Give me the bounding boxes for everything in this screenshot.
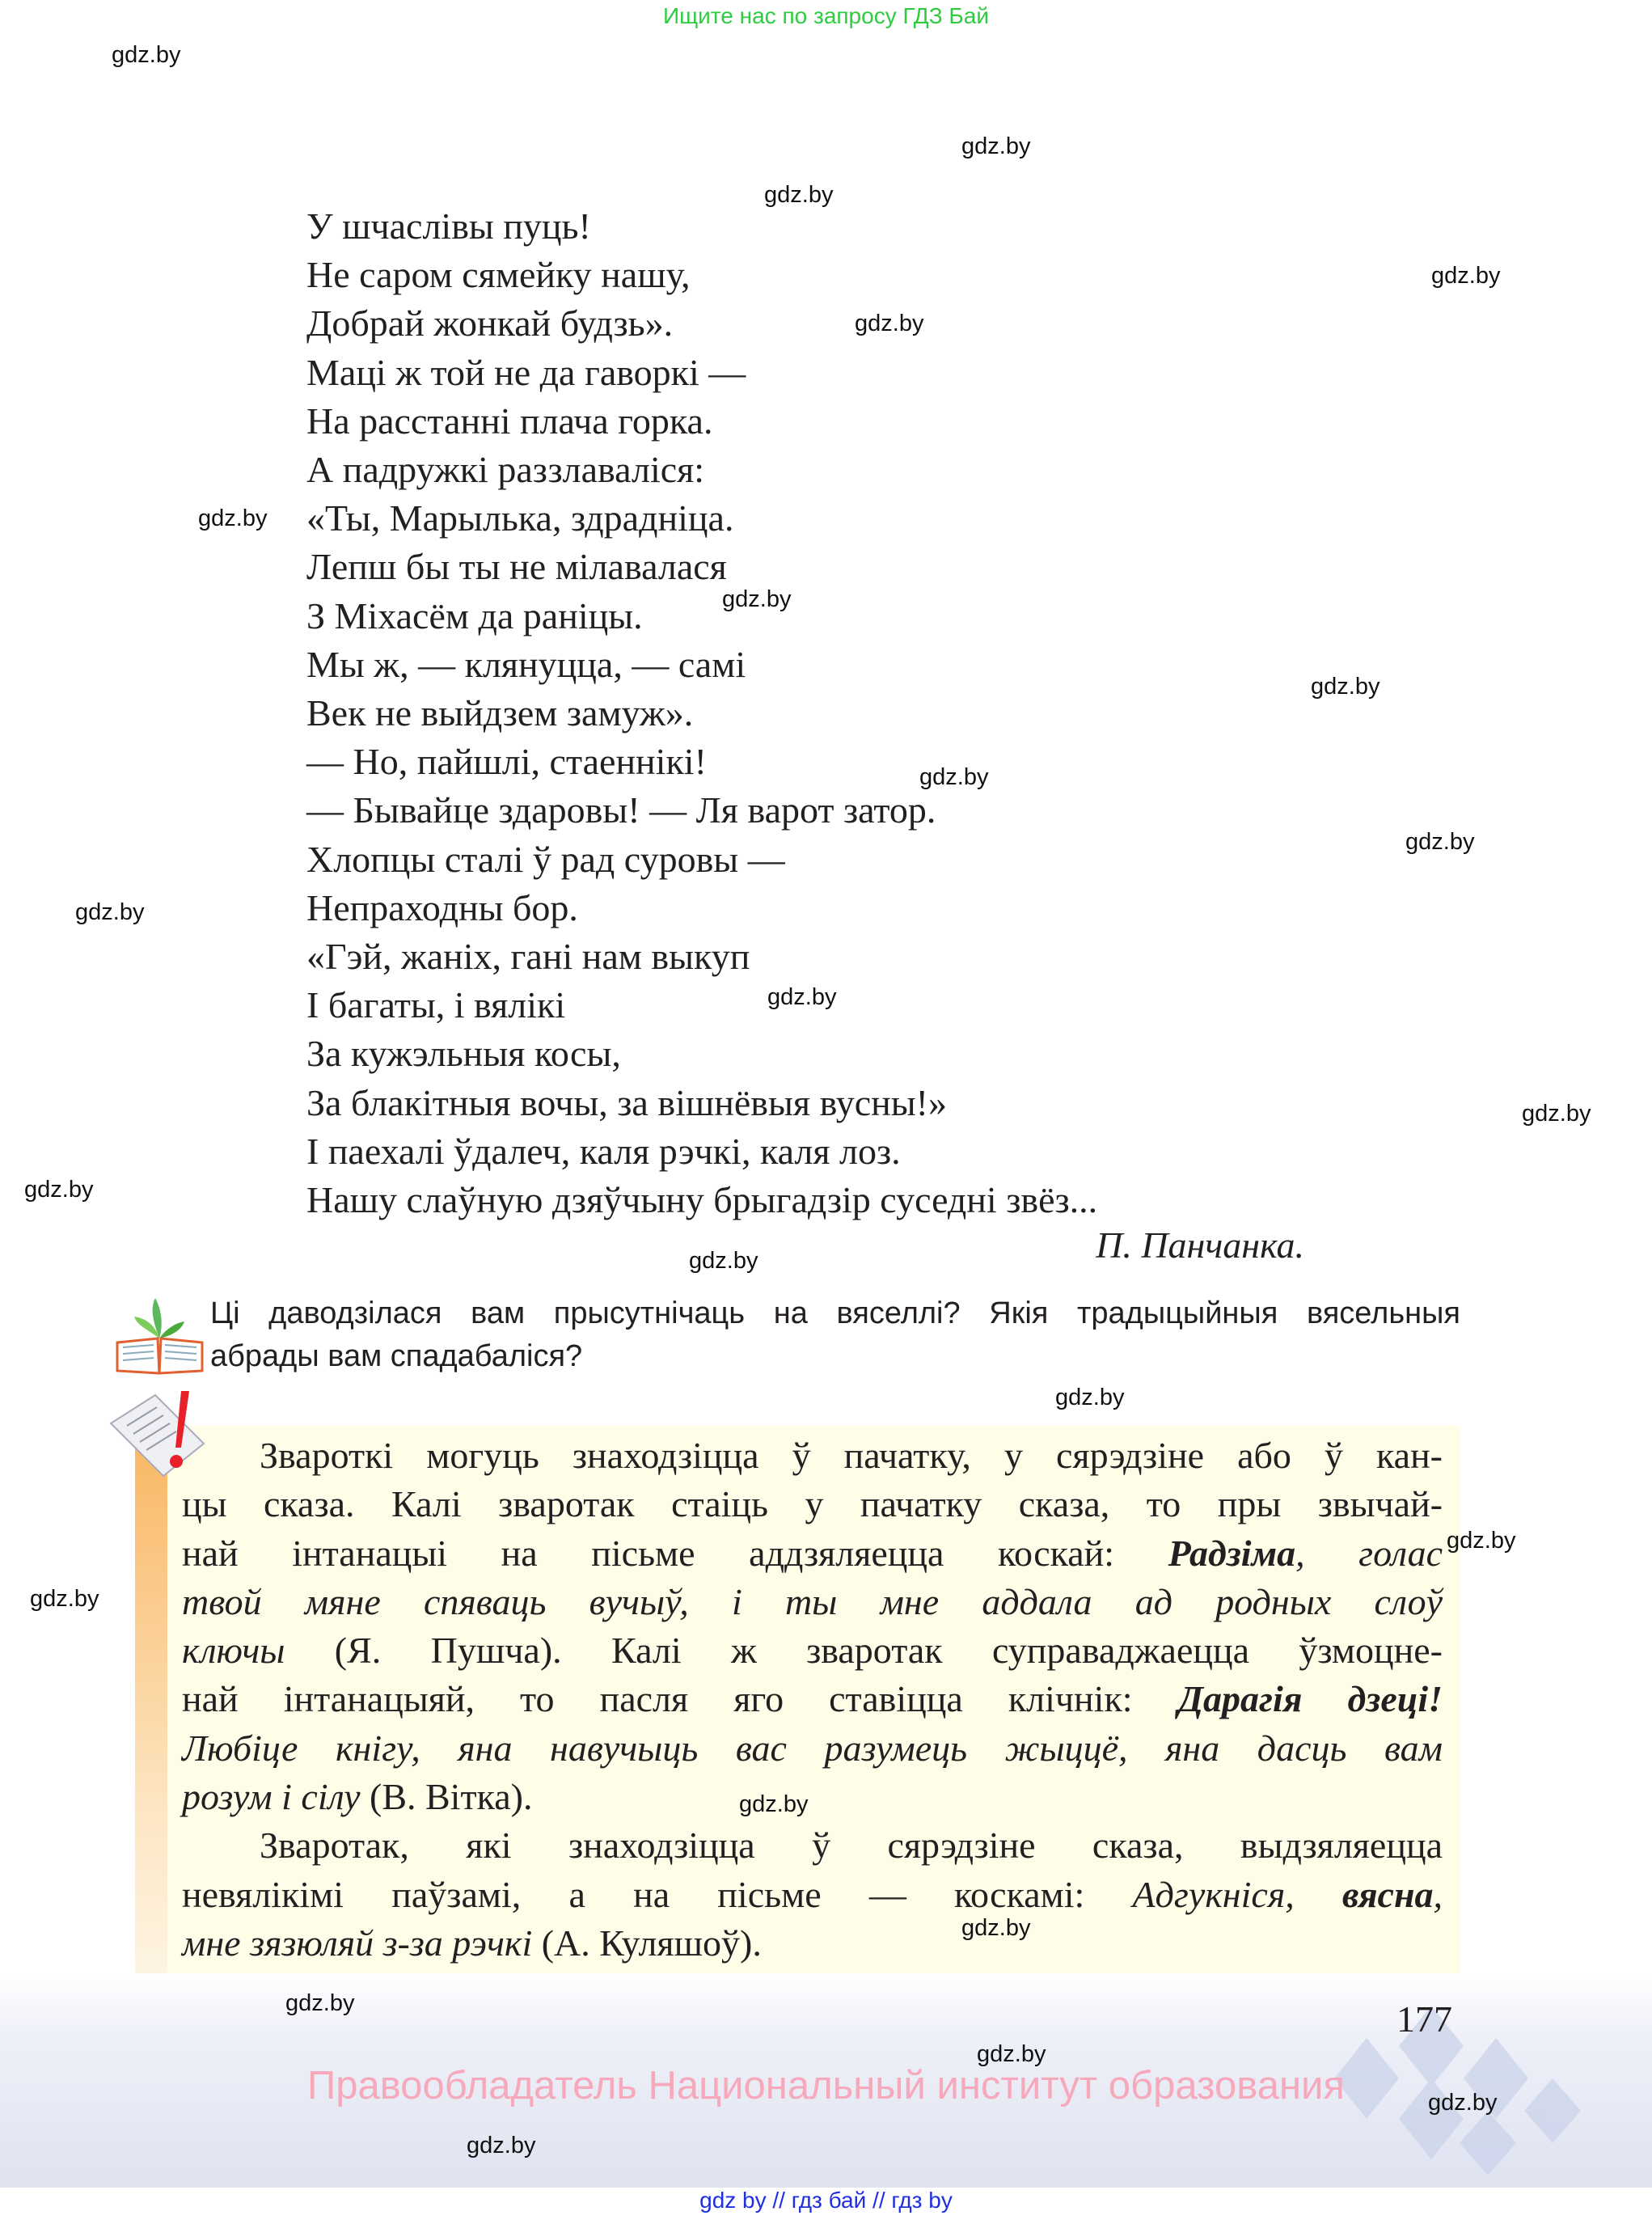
poem-line: — Но, пайшлі, стаеннікі!: [306, 741, 707, 783]
poem-line: І паехалі ўдалеч, каля рэчкі, каля лоз.: [306, 1130, 901, 1172]
watermark: gdz.by: [30, 1586, 99, 1612]
example-text-segment: Дарагія дзеці!: [1177, 1678, 1443, 1720]
rule-text-segment: невялікімі паўзамі, а на пісьме — коскамі:: [182, 1873, 1133, 1915]
rule-line: [182, 1821, 1443, 1870]
watermark: gdz.by: [112, 42, 181, 68]
watermark: gdz.by: [961, 1915, 1031, 1941]
rule-line: [182, 1919, 1443, 1968]
poem-line: Нашу слаўную дзяўчыну брыгадзір суседні звёз...: [306, 1179, 1098, 1221]
watermark: gdz.by: [919, 764, 989, 790]
watermark: gdz.by: [1405, 829, 1475, 855]
watermark: gdz.by: [689, 1248, 758, 1274]
watermark: gdz.by: [24, 1177, 94, 1203]
poem-line: З Міхасём да раніцы.: [306, 594, 643, 636]
book-sprout-icon: [113, 1294, 206, 1379]
rule-accent-bar: [135, 1448, 167, 1974]
watermark: gdz.by: [467, 2133, 536, 2158]
poem: [306, 202, 1097, 1224]
question-line: Ці даводзілася вам прысутнічаць на вяселлі? Якія традыцыйныя вясельныя: [210, 1296, 1460, 1330]
rule-line: [182, 1480, 1443, 1528]
example-text-segment: , голас: [1295, 1532, 1443, 1574]
rule-line: [182, 1431, 1443, 1480]
poem-line: І багаты, і вялікі: [306, 984, 566, 1026]
footer-links[interactable]: gdz by // гдз бай // гдз by: [699, 2188, 953, 2213]
watermark: gdz.by: [855, 311, 924, 336]
rule-text-segment: цы сказа. Калі зваротак стаіць у пачатку сказа, то пры звычай-: [182, 1483, 1443, 1525]
poem-author: П. Панчанка.: [1096, 1224, 1304, 1266]
watermark: gdz.by: [285, 1990, 355, 2016]
poem-line: «Ты, Марылька, здрадніца.: [306, 497, 734, 539]
watermark: gdz.by: [1431, 263, 1501, 289]
poem-line: Маці ж той не да гаворкі —: [306, 351, 746, 393]
poem-line: За блакітныя вочы, за вішнёвыя вусны!»: [306, 1081, 947, 1123]
poem-line: — Бывайце здаровы! — Ля варот затор.: [306, 789, 936, 831]
watermark: gdz.by: [739, 1791, 809, 1817]
watermark: gdz.by: [1055, 1385, 1125, 1410]
poem-line: А падружкі раззлаваліся:: [306, 449, 705, 491]
rule-line: [182, 1724, 1443, 1773]
poem-line: У шчаслівы пуць!: [306, 205, 591, 247]
rule-line: [182, 1626, 1443, 1675]
rule-text-segment: (В. Вітка).: [360, 1776, 533, 1818]
poem-line: Хлопцы сталі ў рад суровы —: [306, 838, 785, 880]
poem-line: Добрай жонкай будзь».: [306, 302, 674, 345]
rule-text-segment: най інтанацыі на пісьме аддзяляецца коскай:: [182, 1532, 1168, 1574]
rule-line: [182, 1675, 1443, 1723]
rule-text-segment: най інтанацыяй, то пасля яго ставіцца клічнік:: [182, 1678, 1178, 1720]
rule-text: [182, 1431, 1443, 1968]
example-text-segment: мне зязюляй з-за рэчкі: [182, 1922, 533, 1964]
watermark: gdz.by: [1428, 2090, 1498, 2116]
rule-line: [182, 1578, 1443, 1626]
watermark: gdz.by: [767, 984, 837, 1010]
poem-line: На расстанні плача горка.: [306, 400, 713, 442]
rule-line: [182, 1529, 1443, 1578]
rule-text-segment: Звароткі могуць знаходзіцца ў пачатку, у сярэдзіне або ў кан-: [260, 1435, 1443, 1476]
poem-line: Непраходны бор.: [306, 886, 578, 928]
rights-holder-notice: Правообладатель Национальный институт образования: [307, 2064, 1345, 2108]
example-text-segment: вясна: [1341, 1873, 1434, 1915]
example-text-segment: розум і сілу: [182, 1776, 361, 1818]
poem-line: Лепш бы ты не мілавалася: [306, 546, 727, 588]
watermark: gdz.by: [1447, 1528, 1516, 1554]
rule-text-segment: Зваротак, які знаходзіцца ў сярэдзіне сказа, выдзяляецца: [260, 1824, 1443, 1867]
poem-line: За кужэльныя косы,: [306, 1033, 621, 1075]
watermark: gdz.by: [961, 133, 1031, 159]
example-text-segment: Любіце кнігу, яна навучыць вас разумець жыццё, яна дасць вам: [182, 1727, 1443, 1769]
discussion-question: [210, 1292, 1460, 1378]
poem-line: «Гэй, жаніх, гані нам выкуп: [306, 936, 750, 978]
rule-line: [182, 1773, 1443, 1821]
example-text-segment: Радзіма: [1168, 1532, 1296, 1574]
poem-line: Век не выйдзем замуж».: [306, 692, 694, 734]
watermark: gdz.by: [198, 505, 268, 531]
example-text-segment: ключы: [182, 1630, 285, 1672]
watermark: gdz.by: [722, 586, 792, 612]
example-text-segment: ,: [1433, 1873, 1443, 1915]
watermark: gdz.by: [977, 2041, 1046, 2067]
poem-line: Мы ж, — клянуцца, — самі: [306, 643, 746, 685]
watermark: gdz.by: [764, 182, 834, 208]
rule-line: [182, 1871, 1443, 1919]
example-text-segment: твой мяне спяваць вучыў, і ты мне аддала ад родных слоў: [182, 1580, 1443, 1622]
poem-line: Не саром сямейку нашу,: [306, 254, 691, 296]
watermark: gdz.by: [1522, 1101, 1591, 1127]
top-search-hint: Ищите нас по запросу ГДЗ Бай: [662, 3, 990, 28]
rule-text-segment: (Я. Пушча). Калі ж зваротак суправаджаецца ўзмоцне-: [285, 1630, 1443, 1672]
rule-text-segment: (А. Куляшоў).: [532, 1922, 762, 1964]
example-text-segment: Адгукніся,: [1132, 1873, 1342, 1915]
page-number: 177: [1396, 1998, 1452, 2040]
watermark: gdz.by: [75, 899, 145, 925]
question-line: абрады вам спадабаліся?: [210, 1339, 583, 1373]
watermark: gdz.by: [1311, 674, 1380, 700]
